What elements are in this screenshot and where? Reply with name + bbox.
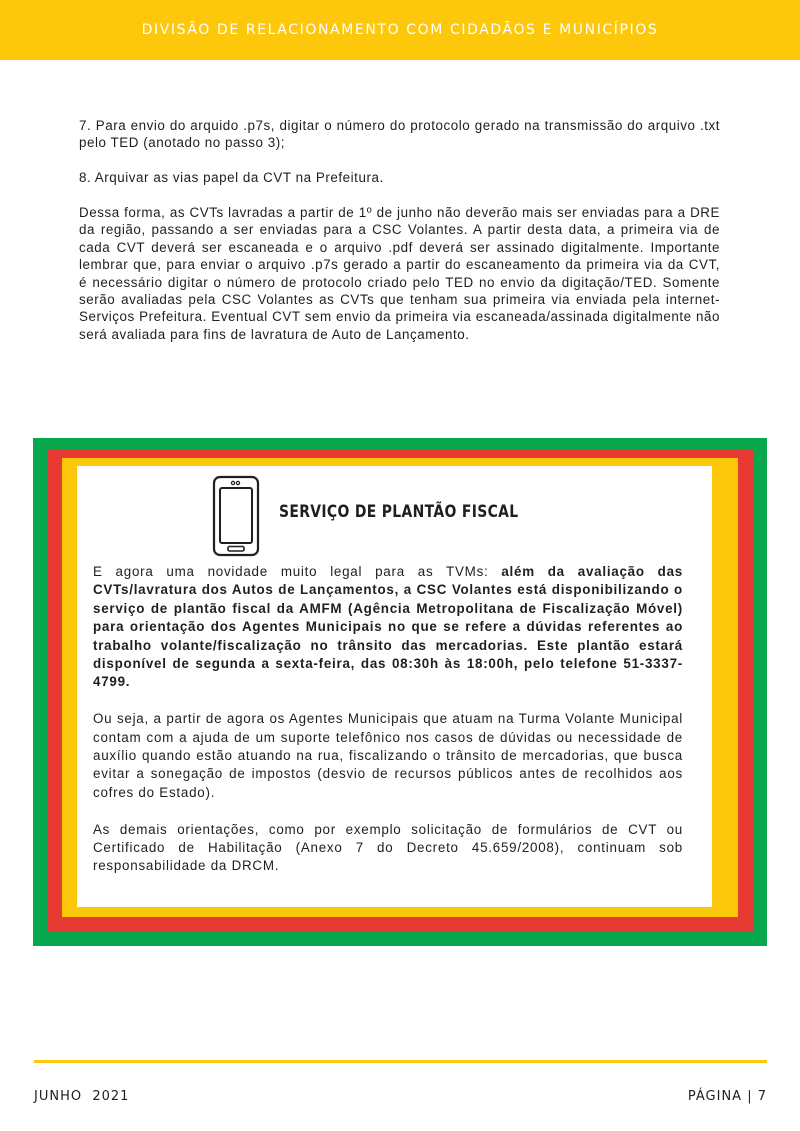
box-text: [93, 563, 683, 894]
announcement-highlight: além da avaliação das CVTs/lavratura dos Autos de Lançamentos, a CSC Volantes está disponibilizando o serviço de plantão fiscal da AMFM (Agência Metropolitana de Fiscalização Móvel) para orientação dos Agentes Municipais no que se refere a dúvidas referentes ao trabalho volante/fiscalização no trânsito das mercadorias. Este plantão estará disponível de segunda a sexta-feira, das 08:30h às 18:00h, pelo telefone 51-3337-4799.: [93, 564, 684, 690]
header-title: DIVISÃO DE RELACIONAMENTO COM CIDADÃOS E MUNICÍPIOS: [141, 22, 659, 38]
announcement-paragraph: [93, 563, 683, 692]
explanation-paragraph: Dessa forma, as CVTs lavradas a partir de 1º de junho não deverão mais ser enviadas para a DRE da região, passando a ser enviadas para a CSC Volantes. A partir desta data, a primeira via de cada CVT deverá ser escaneada e o arquivo .pdf deverá ser assinado digitalmente. Importante lembrar que, para enviar o arquivo .p7s gerado a partir do escaneamento da primeira via da CVT, é necessário digitar o número de protocolo criado pelo TED no envio da digitação/TED. Somente serão avaliadas pela CSC Volantes as CVTs que tenham sua primeira via enviada pela internet- Serviços Prefeitura. Eventual CVT sem envio da primeira via escaneada/assinada digitalmente não será avaliada para fins de lavratura de Auto de Lançamento.: [79, 205, 720, 342]
support-paragraph: Ou seja, a partir de agora os Agentes Municipais que atuam na Turma Volante Municipal contam com a ajuda de um suporte telefônico nos casos de dúvidas ou necessidade de auxílio quando estão atuando na rua, fiscalizando o trânsito de mercadorias, que busca evitar a sonegação de impostos (desvio de recursos públicos antes de recolhidos aos cofres do Estado).: [93, 711, 683, 800]
smartphone-icon: [212, 475, 260, 557]
step-8-paragraph: 8. Arquivar as vias papel da CVT na Prefeitura.: [79, 170, 384, 186]
other-guidance-paragraph: As demais orientações, como por exemplo solicitação de formulários de CVT ou Certificado de Habilitação (Anexo 7 do Decreto 45.659/2008), continuam sob responsabilidade da DRCM.: [93, 821, 683, 874]
announcement-intro: E agora uma novidade muito legal para as TVMs:: [93, 564, 502, 579]
page-header: [0, 0, 800, 60]
footer-divider: [34, 1060, 767, 1063]
body-text: [79, 117, 720, 361]
step-7-paragraph: 7. Para envio do arquido .p7s, digitar o número do protocolo gerado na transmissão do arquivo .txt pelo TED (anotado no passo 3);: [79, 118, 720, 151]
page-number: PÁGINA | 7: [687, 1089, 767, 1104]
section-title: SERVIÇO DE PLANTÃO FISCAL: [279, 502, 519, 522]
footer-date: JUNHO 2021: [34, 1089, 130, 1104]
